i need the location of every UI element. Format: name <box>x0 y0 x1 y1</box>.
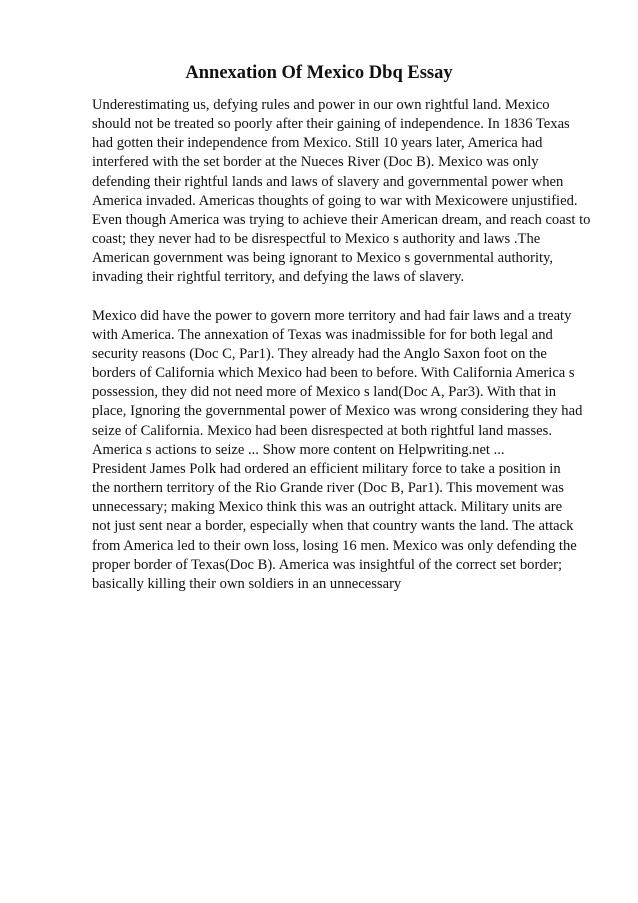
text-line: American government was being ignorant to Mexico s governmental authority, <box>92 250 554 267</box>
text-line: basically killing their own soldiers in an unnecessary <box>92 575 402 592</box>
text-line: the northern territory of the Rio Grande river (Doc B, Par1). This movement was <box>92 480 564 497</box>
paragraph-1 <box>92 96 602 288</box>
text-line: Mexico did have the power to govern more territory and had fair laws and a treaty <box>92 307 572 324</box>
text-line: defending their rightful lands and laws of slavery and governmental power when <box>92 173 564 190</box>
paragraph-spacer <box>92 288 602 307</box>
text-line: should not be treated so poorly after their gaining of independence. In 1836 Texas <box>92 116 570 133</box>
text-line: interfered with the set border at the Nueces River (Doc B). Mexico was only <box>92 154 539 171</box>
text-line: President James Polk had ordered an efficient military force to take a position in <box>92 460 561 477</box>
text-line: security reasons (Doc C, Par1). They already had the Anglo Saxon foot on the <box>92 346 547 363</box>
essay-body <box>92 96 602 594</box>
text-line: possession, they did not need more of Mexico s land(Doc A, Par3). With that in <box>92 384 557 401</box>
text-line: coast; they never had to be disrespectful to Mexico s authority and laws .The <box>92 231 541 248</box>
text-line: had gotten their independence from Mexico. Still 10 years later, America had <box>92 135 543 152</box>
text-line: Even though America was trying to achieve their American dream, and reach coast to <box>92 211 591 228</box>
text-line: with America. The annexation of Texas was inadmissible for for both legal and <box>92 326 553 343</box>
text-line: borders of California which Mexico had been to before. With California America s <box>92 365 575 382</box>
page-title: Annexation Of Mexico Dbq Essay <box>185 63 453 83</box>
text-line: Underestimating us, defying rules and power in our own rightful land. Mexico <box>92 97 550 113</box>
text-line: unnecessary; making Mexico think this was an outright attack. Military units are <box>92 499 563 516</box>
paragraph-2 <box>92 307 602 594</box>
text-line: place, Ignoring the governmental power of Mexico was wrong considering they had <box>92 403 583 420</box>
text-line: invading their rightful territory, and defying the laws of slavery. <box>92 269 465 286</box>
text-line: America s actions to seize ... Show more content on Helpwriting.net ... <box>92 441 505 458</box>
text-line: seize of California. Mexico had been disrespected at both rightful land masses. <box>92 422 552 439</box>
text-line: proper border of Texas(Doc B). America was insightful of the correct set border; <box>92 556 563 573</box>
text-line: from America led to their own loss, losing 16 men. Mexico was only defending the <box>92 537 577 554</box>
text-line: America invaded. Americas thoughts of going to war with Mexicowere unjustified. <box>92 192 578 209</box>
text-line: not just sent near a border, especially when that country wants the land. The attack <box>92 518 574 535</box>
